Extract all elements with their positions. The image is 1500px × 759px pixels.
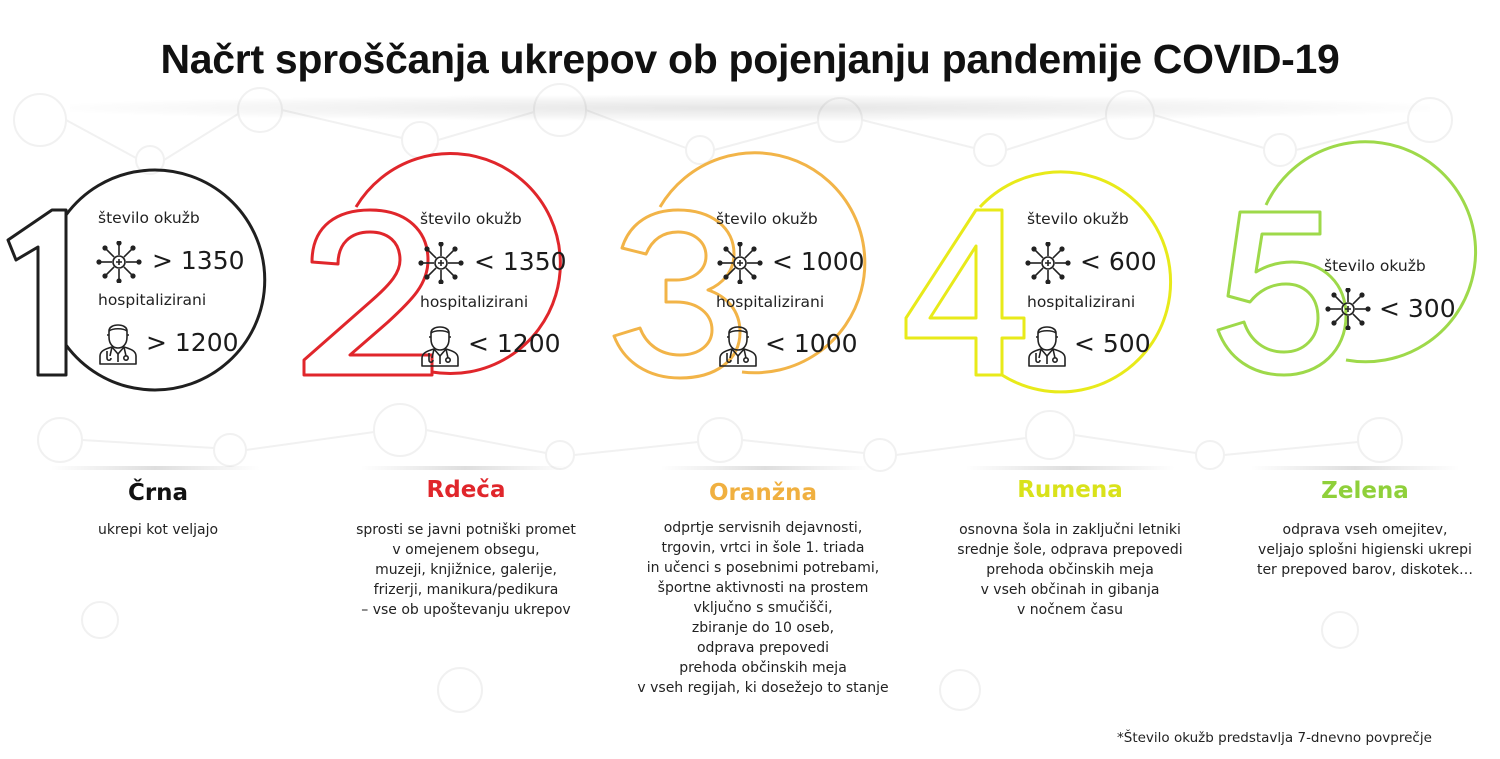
divider <box>965 466 1175 470</box>
description-line: prehoda občinskih meja <box>986 562 1154 578</box>
level-1-name: Črna <box>127 480 189 506</box>
description-line: srednje šole, odprava prepovedi <box>957 542 1183 558</box>
page-title: Načrt sproščanja ukrepov ob pojenjanju pandemije COVID-19 <box>160 36 1340 82</box>
level-1-hospital-label: hospitalizirani <box>98 291 207 309</box>
description-line: sprosti se javni potniški promet <box>356 522 576 538</box>
description-line: v vseh občinah in gibanja <box>980 582 1160 598</box>
level-5-name: Zelena <box>1321 478 1409 504</box>
description-line: ukrepi kot veljajo <box>97 522 219 538</box>
divider <box>1250 466 1460 470</box>
doctor-icon <box>1025 320 1069 372</box>
numeral-2 <box>304 210 432 375</box>
description-line: prehoda občinskih meja <box>679 660 847 676</box>
doctor-icon <box>716 320 760 372</box>
virus-spread-icon <box>1024 242 1072 288</box>
level-2-hospital-label: hospitalizirani <box>420 293 529 311</box>
numeral-4 <box>906 210 1024 375</box>
level-3-infections-label: število okužb <box>716 210 818 228</box>
footnote: *Število okužb predstavlja 7-dnevno povprečje <box>1117 730 1432 746</box>
description-line: veljajo splošni higienski ukrepi <box>1258 542 1472 558</box>
description-line: muzeji, knjižnice, galerije, <box>375 562 557 578</box>
description-line: v omejenem obsegu, <box>392 542 540 558</box>
description-line: v nočnem času <box>1017 602 1123 618</box>
description-line: osnovna šola in zaključni letniki <box>959 522 1181 538</box>
level-4-infections-value: < 600 <box>1080 247 1157 276</box>
description-line: – vse ob upoštevanju ukrepov <box>361 602 571 618</box>
level-4-name: Rumena <box>1017 477 1123 503</box>
level-2-name: Rdeča <box>426 477 506 503</box>
level-3-name: Oranžna <box>708 480 818 506</box>
description-line: trgovin, vrtci in šole 1. triada <box>661 540 865 556</box>
level-1-infections-label: število okužb <box>98 209 200 227</box>
description-line: zbiranje do 10 oseb, <box>691 620 835 636</box>
doctor-icon <box>418 320 462 372</box>
level-1-infections-value: > 1350 <box>152 246 245 275</box>
virus-spread-icon <box>716 242 764 288</box>
level-4-circle <box>980 172 1171 392</box>
level-1-hospital-value: > 1200 <box>146 328 239 357</box>
description-line: odprava prepovedi <box>696 640 830 656</box>
description-line: v vseh regijah, ki dosežejo to stanje <box>637 680 889 696</box>
description-line: ter prepoved barov, diskotek… <box>1256 562 1474 578</box>
level-3-description <box>613 518 913 698</box>
description-line: odprava vseh omejitev, <box>1282 522 1448 538</box>
level-4-hospital-label: hospitalizirani <box>1027 293 1136 311</box>
numeral-1 <box>8 210 66 375</box>
divider <box>660 466 870 470</box>
description-line: športne aktivnosti na prostem <box>657 580 869 596</box>
description-line: odprtje servisnih dejavnosti, <box>663 520 863 536</box>
level-2-infections-label: število okužb <box>420 210 522 228</box>
virus-spread-icon <box>95 241 143 287</box>
level-2-infections-value: < 1350 <box>474 247 567 276</box>
doctor-icon <box>96 318 140 370</box>
level-3-hospital-label: hospitalizirani <box>716 293 825 311</box>
level-2-description <box>316 520 616 620</box>
virus-spread-icon <box>1324 288 1372 334</box>
description-line: in učenci s posebnimi potrebami, <box>646 560 880 576</box>
level-4-description <box>920 520 1220 620</box>
description-line: frizerji, manikura/pedikura <box>373 582 559 598</box>
level-3-hospital-value: < 1000 <box>765 329 858 358</box>
level-2-hospital-value: < 1200 <box>468 329 561 358</box>
level-4-infections-label: število okužb <box>1027 210 1129 228</box>
level-4-hospital-value: < 500 <box>1074 329 1151 358</box>
divider <box>360 466 570 470</box>
level-5-description <box>1215 520 1500 580</box>
level-3-infections-value: < 1000 <box>772 247 865 276</box>
level-1-description <box>8 520 308 540</box>
level-5-infections-value: < 300 <box>1379 294 1456 323</box>
description-line: vključno s smučišči, <box>693 600 833 616</box>
divider <box>50 466 260 470</box>
virus-spread-icon <box>417 242 465 288</box>
level-5-infections-label: število okužb <box>1324 257 1426 275</box>
